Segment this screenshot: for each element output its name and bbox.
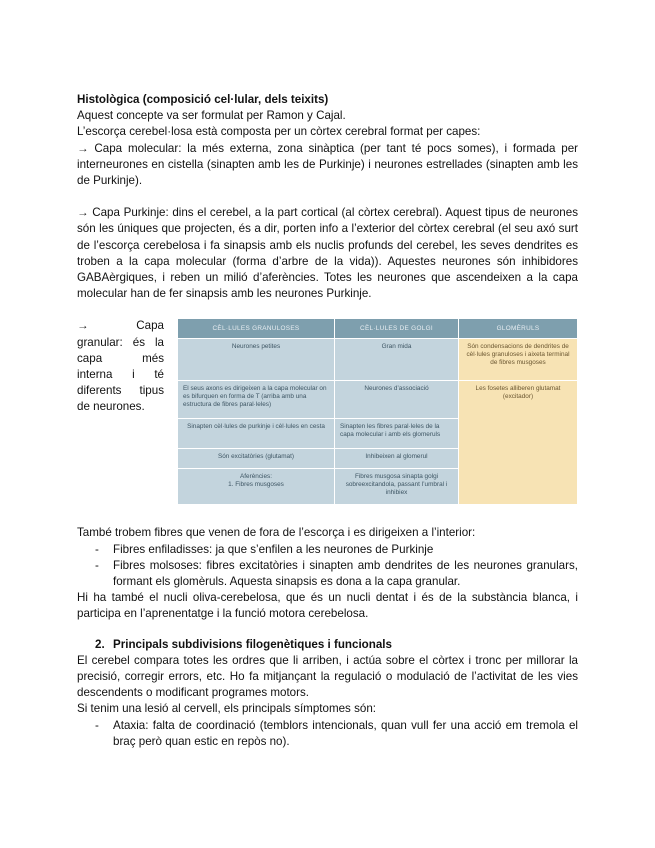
table-cell-glomeruls: Les fosetes alliberen glutamat (excitador) <box>459 381 578 505</box>
capa-molecular-paragraph: → Capa molecular: la més externa, zona sinàptica (per tant té pocs somes), i formada per interneurones en cistella (sinapten amb les de Purkinje) i neurones estrellades (sinapten amb les de Purkinje). <box>77 141 578 188</box>
table-cell: Inhibeixen al glomerul <box>335 449 459 469</box>
table-cell: Gran mida <box>335 339 459 381</box>
fibres-intro: També trobem fibres que venen de fora de l’escorça i es dirigeixen a l’interior: <box>77 526 476 540</box>
table-cell-glomeruls: Són condensacions de dendrites de cèl·lules granuloses i aixeta terminal de fibres musgoses <box>459 339 578 381</box>
table-cell: El seus axons es dirigeixen a la capa molecular on es bifurquen en forma de T (arriba amb una estructura de fibres paral·leles) <box>178 381 335 419</box>
section-2-heading <box>77 637 578 653</box>
table-header: CÈL·LULES GRANULOSES <box>178 319 335 339</box>
paragraph: L’escorça cerebel·losa està composta per un còrtex cerebral format per capes: <box>77 125 481 139</box>
list-item <box>77 718 578 750</box>
section-number: 2. <box>95 637 105 651</box>
capa-granular-paragraph: → Capa granular: és la capa més interna i té diferents tipus de neurones. <box>77 319 164 414</box>
list-dash: - <box>95 542 99 556</box>
capa-granular-block <box>77 318 578 505</box>
table-header: CÈL·LULES DE GOLGI <box>335 319 459 339</box>
cell-types-table <box>177 318 578 505</box>
list-item <box>77 542 578 558</box>
fibres-list <box>77 542 578 591</box>
table-header: GLOMÈRULS <box>459 319 578 339</box>
paragraph: El cerebel compara totes les ordres que li arriben, i actúa sobre el còrtex i tronc per millorar la precisió, corregir errors, etc. Ho fa mitjançant la regulació o modulació de l’activitat de les vies descendents o modificant programes motors. <box>77 653 578 700</box>
table-cell: Sinapten cèl·lules de purkinje i cèl·lules en cesta <box>178 419 335 449</box>
list-dash: - <box>95 718 99 732</box>
table-cell: Neurones d’associació <box>335 381 459 419</box>
document-page <box>77 92 578 750</box>
nucli-paragraph: Hi ha també el nucli oliva-cerebelosa, que és un nucli dentat i és de la substància blanca, i participa en l’aprenentatge i la funció motora cerebelosa. <box>77 591 578 621</box>
section-title: Principals subdivisions filogenètiques i funcionals <box>113 637 392 651</box>
table-cell: Sinapten les fibres paral·leles de la capa molecular i amb els glomeruls <box>335 419 459 449</box>
table-cell: Aferències: 1. Fibres musgoses <box>178 469 335 505</box>
list-item-text: Ataxia: falta de coordinació (temblors intencionals, quan vull fer una acció em tremola el braç però quan estic en repòs no). <box>113 718 578 748</box>
list-item-text: Fibres enfiladisses: ja que s’enfilen a les neurones de Purkinje <box>113 542 434 556</box>
capa-purkinje-paragraph: → Capa Purkinje: dins el cerebel, a la part cortical (al còrtex cerebral). Aquest tipus de neurones són les úniques que projecten, és a dir, porten info a l’exterior del còrtex cerebral (el seu axó surt de l’escorça cerebelosa i fa sinapsis amb els nuclis profunds del cerebel, les seves dendrites es troben a la capa molecular (forma d’arbre de la vida)). Aquestes neurones són inhibidores GABAèrgiques, i reben un milió d’aferències. Totes les neurones que ascendeixen a la capa molecular han de fer sinapsis amb les neurones Purkinje. <box>77 206 578 301</box>
table-cell: Són excitatòries (glutamat) <box>178 449 335 469</box>
list-dash: - <box>95 558 99 572</box>
table-cell: Neurones petites <box>178 339 335 381</box>
paragraph: Si tenim una lesió al cervell, els principals símptomes són: <box>77 702 376 716</box>
list-item-text: Fibres molsoses: fibres excitatòries i sinapten amb dendrites de les neurones granulars, formant els glomèruls. Aquesta sinapsis es dona a la capa granular. <box>113 558 578 589</box>
list-item <box>77 558 578 590</box>
table-cell: Fibres musgosa sinapta golgi sobreexcitandola, passant l’umbral i inhibiex <box>335 469 459 505</box>
simptomes-list <box>77 718 578 750</box>
section-heading: Histològica (composició cel·lular, dels teixits) <box>77 93 329 106</box>
paragraph: Aquest concepte va ser formulat per Ramon y Cajal. <box>77 109 346 123</box>
